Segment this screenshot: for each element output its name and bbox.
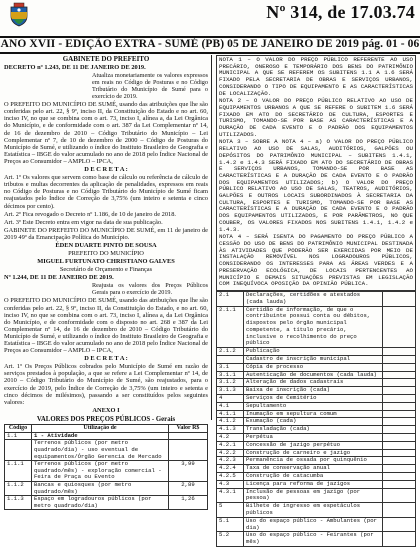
- table-cell-description: Certidão de informação, de que o contribuinte possui conta ou débitos, dispostos pelo órgão municipal competente, a título precário, inclusive o recolhimento do preço público: [244, 306, 383, 348]
- table-cell-description: Inclusão de pessoas em jazigo (por pessoa): [244, 488, 383, 503]
- decree-1-intro: O PREFEITO DO MUNICÍPIO DE SUMÉ, usando das atribuições que lhe são conferidas pelo art. 22, § 9º, inciso II, da Constituição do Estado e no art. 60, inciso IV, no que se combina com o art. 73, inciso I, alínea a, da Lei Orgânica do Município, e de conformidade com o art. 387 da Lei Complementar nº 14, de 16 de dezembro de 2010 – Código Tributário do Município – Lei Complementar nº 7, de 10 de dezembro de 2000 – Código de Posturas do Município de Sumé, e utilizando o índice do Instituto Brasileiro de Geografia e Estatística – IBGE do valor acumulado no ano de 2018 pelo Índice Nacional de Preços ao Consumidor – AMPLO – IPCA,: [4, 101, 208, 165]
- table-cell-description: Perpétua: [244, 434, 383, 442]
- table-cell-value: [383, 465, 416, 473]
- table-cell-code: 4.2.2: [217, 449, 244, 457]
- table-cell-code: 4.3: [217, 480, 244, 488]
- right-column: [216, 55, 416, 546]
- table-row: [217, 517, 416, 532]
- annex-heading: ANEXO I: [92, 406, 120, 414]
- edition-number: Nº 314, de 17.03.74: [266, 2, 415, 22]
- table-cell-code: 3.1.3: [217, 387, 244, 395]
- table-cell-code: [5, 440, 32, 461]
- table-cell-value: [383, 291, 416, 306]
- table-cell-code: 5.2: [217, 532, 244, 547]
- signature-2-role: Secretário de Orçamento e Finanças: [59, 266, 153, 274]
- decree-1-title: DECRETO nº 1.243, DE 11 DE JANEIRO DE 2019.: [4, 64, 146, 72]
- table-cell-code: 5: [217, 503, 244, 518]
- decree-1-summary: Atualiza monetariamente os valores expressos em reais no Código de Posturas e no Código Tributário do Município de Sumé para o exercício de 2019.: [92, 72, 208, 101]
- table-cell-value: [383, 426, 416, 434]
- decree-2-article-1: Art. 1º Os Preços Públicos cobrados pelo Município de Sumé em razão de serviços prestados à população, a que se refere a Lei Complementar nº 14, de 2010 – Código Tributário do Município de Sumé, são reajustados, para o exercício de 2019, pelo Índice de Correção de 3,75% (um inteiro e setenta e cinco décimos de milésimos), passando a ser constituídos pelos seguintes valores:: [4, 363, 208, 406]
- table-cell-code: 4.3.1: [217, 488, 244, 503]
- table-cell-description: Cópia de processo: [244, 363, 383, 371]
- table-cell-description: Espaço em logradouros públicos (por metro quadrado/dia): [32, 496, 169, 510]
- table-cell-value: [383, 418, 416, 426]
- notes-box: [216, 55, 416, 291]
- table-cell-description: Baixa de inscrição (cada): [244, 387, 383, 395]
- table-cell-code: 4.1.3: [217, 426, 244, 434]
- table-cell-code: 3.1.2: [217, 379, 244, 387]
- prices-table-header-use: Utilização de: [32, 425, 169, 433]
- table-cell-code: 4.1.1: [217, 410, 244, 418]
- note-4: NOTA 4 – SERÁ ISENTA DO PAGAMENTO DO PREÇO PÚBLICO A CESSÃO DO USO DE BENS DO PATRIMÔNIO MUNICIPAL DESTINADA ÀS ATIVIDADES QUE PODERÃO SER EXERCIDAS POR MEIO DE INSTALAÇÃO REMOVÍVEL NOS LOGRADOUROS PÚBLICOS, CONSIDERANDO OS INTERESSES PARA AS ÁREAS VERDES E A PRESERVAÇÃO ECOLÓGICA, DE LOCAIS PERTENCENTES AO MUNICÍPIO E DEMAIS SITUAÇÕES PREVISTAS EM LEGISLAÇÃO COM INEQUÍVOCA OPOSIÇÃO DA OPINIÃO PÚBLICA.: [219, 233, 413, 288]
- table-cell-description: Terrenos públicos (por metro quadrado/mês) - exploração comercial - Feira de Praça ou Evento: [32, 461, 169, 482]
- table-cell-description: Serviços de Cemitério: [244, 395, 383, 403]
- decree-2-summary: Reajusta os valores dos Preços Públicos Gerais para o exercício de 2019.: [92, 282, 208, 297]
- table-row: [217, 291, 416, 306]
- decree-1-article-3: Art. 3º Este Decreto entra em vigor na data de sua publicação.: [4, 218, 163, 226]
- table-row: [5, 496, 208, 510]
- table-cell-value: [383, 306, 416, 348]
- table-cell-value: [383, 410, 416, 418]
- table-cell-code: 5.1: [217, 517, 244, 532]
- table-row: [217, 441, 416, 449]
- table-cell-description: Bilhete de ingresso em espetáculos públicos: [244, 503, 383, 518]
- table-cell-description: Licença para reforma de jazigos: [244, 480, 383, 488]
- table-cell-value: [383, 402, 416, 410]
- decree-2-decreta: D E C R E T A :: [84, 355, 128, 363]
- table-cell-value: [383, 449, 416, 457]
- table-row: [217, 480, 416, 488]
- signature-2-name: MIGUEL FURTUNATO CHRISTIANO GALVES: [37, 258, 175, 266]
- table-cell-value: [383, 488, 416, 503]
- table-cell-value: [383, 379, 416, 387]
- table-cell-code: 1.1.1: [5, 461, 32, 482]
- table-cell-value: 2,89: [169, 481, 208, 495]
- table-cell-code: 4.2.4: [217, 465, 244, 473]
- table-cell-description: Taxa de conservação anual: [244, 465, 383, 473]
- decree-2-intro: O PREFEITO DO MUNICÍPIO DE SUMÉ, usando das atribuições que lhe são conferidas pelo art. 22, § 9º, inciso II, da Constituição do Estado, e no art. 60, inciso IV, no que se combina com o art. 73, inciso I, alínea a, da Lei Orgânica do Município, e de conformidade com o disposto no art. 268 e 387 da Lei Complementar nº 14, de 16 de dezembro de 2010 – Código Tributário do Município de Sumé, e utilizando o índice do Instituto Brasileiro de Geografia e Estatística – IBGE do valor acumulado no ano de 2018 pelo Índice Nacional de Preços ao Consumidor – AMPLO – IPCA,: [4, 297, 208, 355]
- note-1: NOTA 1 – O VALOR DO PREÇO PÚBLICO REFERENTE AO USO PRECÁRIO, ONEROSO E TEMPORÁRIO DOS BENS DO PATRIMÔNIO MUNICIPAL A QUE SE REFEREM OS SUBITENS 1.1 A 1.6 SERÁ FIXADO PELA SECRETARIA DE OBRAS E SERVIÇOS URBANOS, CONSIDERANDO O TIPO DE EQUIPAMENTO E AS CARACTERÍSTICAS DE LOCALIZAÇÃO.: [219, 56, 413, 97]
- table-cell-code: 3.1: [217, 363, 244, 371]
- table-cell-description: Construção de catacumba: [244, 473, 383, 481]
- table-row: [217, 532, 416, 547]
- table-cell-value: [383, 457, 416, 465]
- table-row: [217, 488, 416, 503]
- table-row: [5, 481, 208, 495]
- table-cell-description: Autenticação de documentos (cada lauda): [244, 371, 383, 379]
- table-cell-code: 4.2: [217, 434, 244, 442]
- decree-1-decreta: D E C R E T A :: [84, 166, 128, 174]
- table-cell-code: 1.1: [5, 432, 32, 440]
- table-cell-description: Publicação: [244, 348, 383, 356]
- table-row: [5, 440, 208, 461]
- table-cell-code: 4.1: [217, 402, 244, 410]
- table-cell-description: Uso do espaço público - Ambulantes (por dia): [244, 517, 383, 532]
- table-cell-code: 2.1.2: [217, 348, 244, 356]
- decree-2-title: Nº 1.244, DE 11 DE JANEIRO DE 2019.: [4, 274, 114, 282]
- table-cell-code: 3.1.1: [217, 371, 244, 379]
- table-cell-description: Sepultamento: [244, 402, 383, 410]
- table-cell-description: Terrenos públicos (por metro quadrado/dia) - uso eventual de equipamentos/Órgão Gerencia de Mercado: [32, 440, 169, 461]
- table-cell-code: 2.1: [217, 291, 244, 306]
- table-cell-description: Bancas e quiosques (por metro quadrado/mês): [32, 481, 169, 495]
- table-cell-value: [383, 517, 416, 532]
- table-cell-code: 4.2.5: [217, 473, 244, 481]
- table-row: [5, 461, 208, 482]
- table-cell-value: [169, 432, 208, 440]
- table-cell-description: Transladação (cada): [244, 426, 383, 434]
- edition-banner: ANO XVII - EDIÇÃO EXTRA - SUMÉ (PB) 05 DE JANEIRO DE 2019 pág. 01 - 06: [0, 38, 420, 50]
- table-cell-description: Construção de carneiro e jazigo: [244, 449, 383, 457]
- table-cell-code: 4.2.3: [217, 457, 244, 465]
- table-cell-code: 1.1.3: [5, 496, 32, 510]
- table-cell-value: [383, 473, 416, 481]
- signature-1-role: PREFEITO DO MUNICÍPIO: [68, 250, 144, 258]
- table-cell-description: Permanência de ossada por quinquênio: [244, 457, 383, 465]
- table-cell-value: [383, 434, 416, 442]
- prices-table-header-value: Valor R$: [169, 425, 208, 433]
- masthead-rule-bottom: [0, 52, 420, 54]
- left-column: [4, 55, 208, 509]
- signature-1-name: ÉDEN DUARTE PINTO DE SOUSA: [55, 241, 157, 249]
- table-cell-value: [169, 440, 208, 461]
- prices-table-title: VALORES DOS PREÇOS PÚBLICOS - Gerais: [36, 415, 176, 423]
- table-cell-code: 4.1.2: [217, 418, 244, 426]
- prices-table-continued: [216, 291, 416, 547]
- table-cell-description: Alteração de dados cadastrais: [244, 379, 383, 387]
- table-cell-code: 2.1.1: [217, 306, 244, 348]
- table-cell-value: [383, 356, 416, 364]
- table-cell-code: 4: [217, 395, 244, 403]
- table-cell-value: [383, 395, 416, 403]
- masthead: [0, 0, 420, 40]
- table-row: [217, 503, 416, 518]
- note-3: NOTA 3 – SOBRE A NOTA 4 – a) O VALOR DO PREÇO PÚBLICO RELATIVO AO USO DE SALAS, AUDITÓRIOS, GALPÕES OU DEPÓSITOS DO PATRIMÔNIO MUNICIPAL – SUBITENS 1.4.1, 1.4.2 e 1.4.3 SERÁ FIXADO EM ATO DO SECRETÁRIO DE OBRAS E SERVIÇOS URBANOS, TOMANDO-SE POR BASE AS CARACTERÍSTICAS E A DURAÇÃO DE CADA EVENTO E O PADRÃO DOS EQUIPAMENTOS UTILIZADOS; b) O VALOR DO PREÇO PÚBLICO RELATIVO AO USO DE SALAS, TEATROS, AUDITÓRIOS, GALPÕES E OUTROS LOCAIS SUBORDINADOS À SECRETARIA DA CULTURA, ESPORTES E TURISMO, TOMANDO-SE POR BASE AS CARACTERÍSTICAS E A DURAÇÃO DE CADA EVENTO E O PADRÃO DOS EQUIPAMENTOS UTILIZADOS, E POR PARÂMETROS, NO QUE COUBER, OS VALORES FIXADOS NOS SUBITENS 1.4.1, 1.4.2 e 1.4.3.: [219, 138, 413, 233]
- decree-1-article-1: Art. 1º Os valores que servem como base de cálculo ou referência de cálculo de tributos e multas decorrentes da aplicação de penalidades, expressos em reais no Código de Posturas e no Código Tributário do Município de Sumé ficam reajustados pelo Índice de Correção de 3,75% (um inteiro e setenta e cinco décimos por cento).: [4, 174, 208, 210]
- decree-1-place-date: GABINETE DO PREFEITO DO MUNICÍPIO DE SUMÉ, em 11 de janeiro de 2019 49º da Emancipação Política do Município.: [4, 226, 208, 241]
- table-cell-code: 1.1.2: [5, 481, 32, 495]
- table-cell-value: [383, 480, 416, 488]
- column-divider: [211, 55, 212, 420]
- table-row: [217, 402, 416, 410]
- table-cell-description: Declarações, certidões e atestados (cada lauda): [244, 291, 383, 306]
- table-cell-description: Concessão de jazigo perpétuo: [244, 441, 383, 449]
- prices-table: [4, 424, 208, 510]
- table-cell-value: [383, 387, 416, 395]
- table-cell-description: Cadastro de inscrição municipal: [244, 356, 383, 364]
- office-heading: GABINETE DO PREFEITO: [62, 55, 150, 63]
- table-row: [217, 363, 416, 371]
- table-cell-value: [383, 503, 416, 518]
- table-cell-description: Inumação em sepultura comum: [244, 410, 383, 418]
- table-cell-value: 3,99: [169, 461, 208, 482]
- table-row: [217, 306, 416, 348]
- table-cell-value: 1,26: [169, 496, 208, 510]
- municipal-coat-of-arms-icon: [6, 2, 32, 28]
- table-cell-description: Uso do espaço público - Feirantes (por mês): [244, 532, 383, 547]
- table-cell-value: [383, 371, 416, 379]
- note-2: NOTA 2 – O VALOR DO PREÇO PÚBLICO RELATIVO AO USO DE EQUIPAMENTOS URBANOS A QUE SE REFERE O SUBITEM 1.6 SERÁ FIXADO EM ATO DO SECRETÁRIO DE CULTURA, ESPORTES E TURISMO, TOMANDO-SE POR BASE AS CARACTERÍSTICAS E A DURAÇÃO DE CADA EVENTO E O PADRÃO DOS EQUIPAMENTOS UTILIZADOS.: [219, 97, 413, 138]
- table-cell-value: [383, 532, 416, 547]
- table-cell-value: [383, 441, 416, 449]
- table-cell-value: [383, 348, 416, 356]
- table-cell-value: [383, 363, 416, 371]
- table-cell-description: Exumação (cada): [244, 418, 383, 426]
- prices-table-header-code: Código: [5, 425, 32, 433]
- table-cell-code: 4.2.1: [217, 441, 244, 449]
- decree-1-article-2: Art. 2º Fica revogado o Decreto nº 1.186, de 10 de janeiro de 2018.: [4, 210, 177, 218]
- table-cell-description: 1 - Atividade: [32, 432, 169, 440]
